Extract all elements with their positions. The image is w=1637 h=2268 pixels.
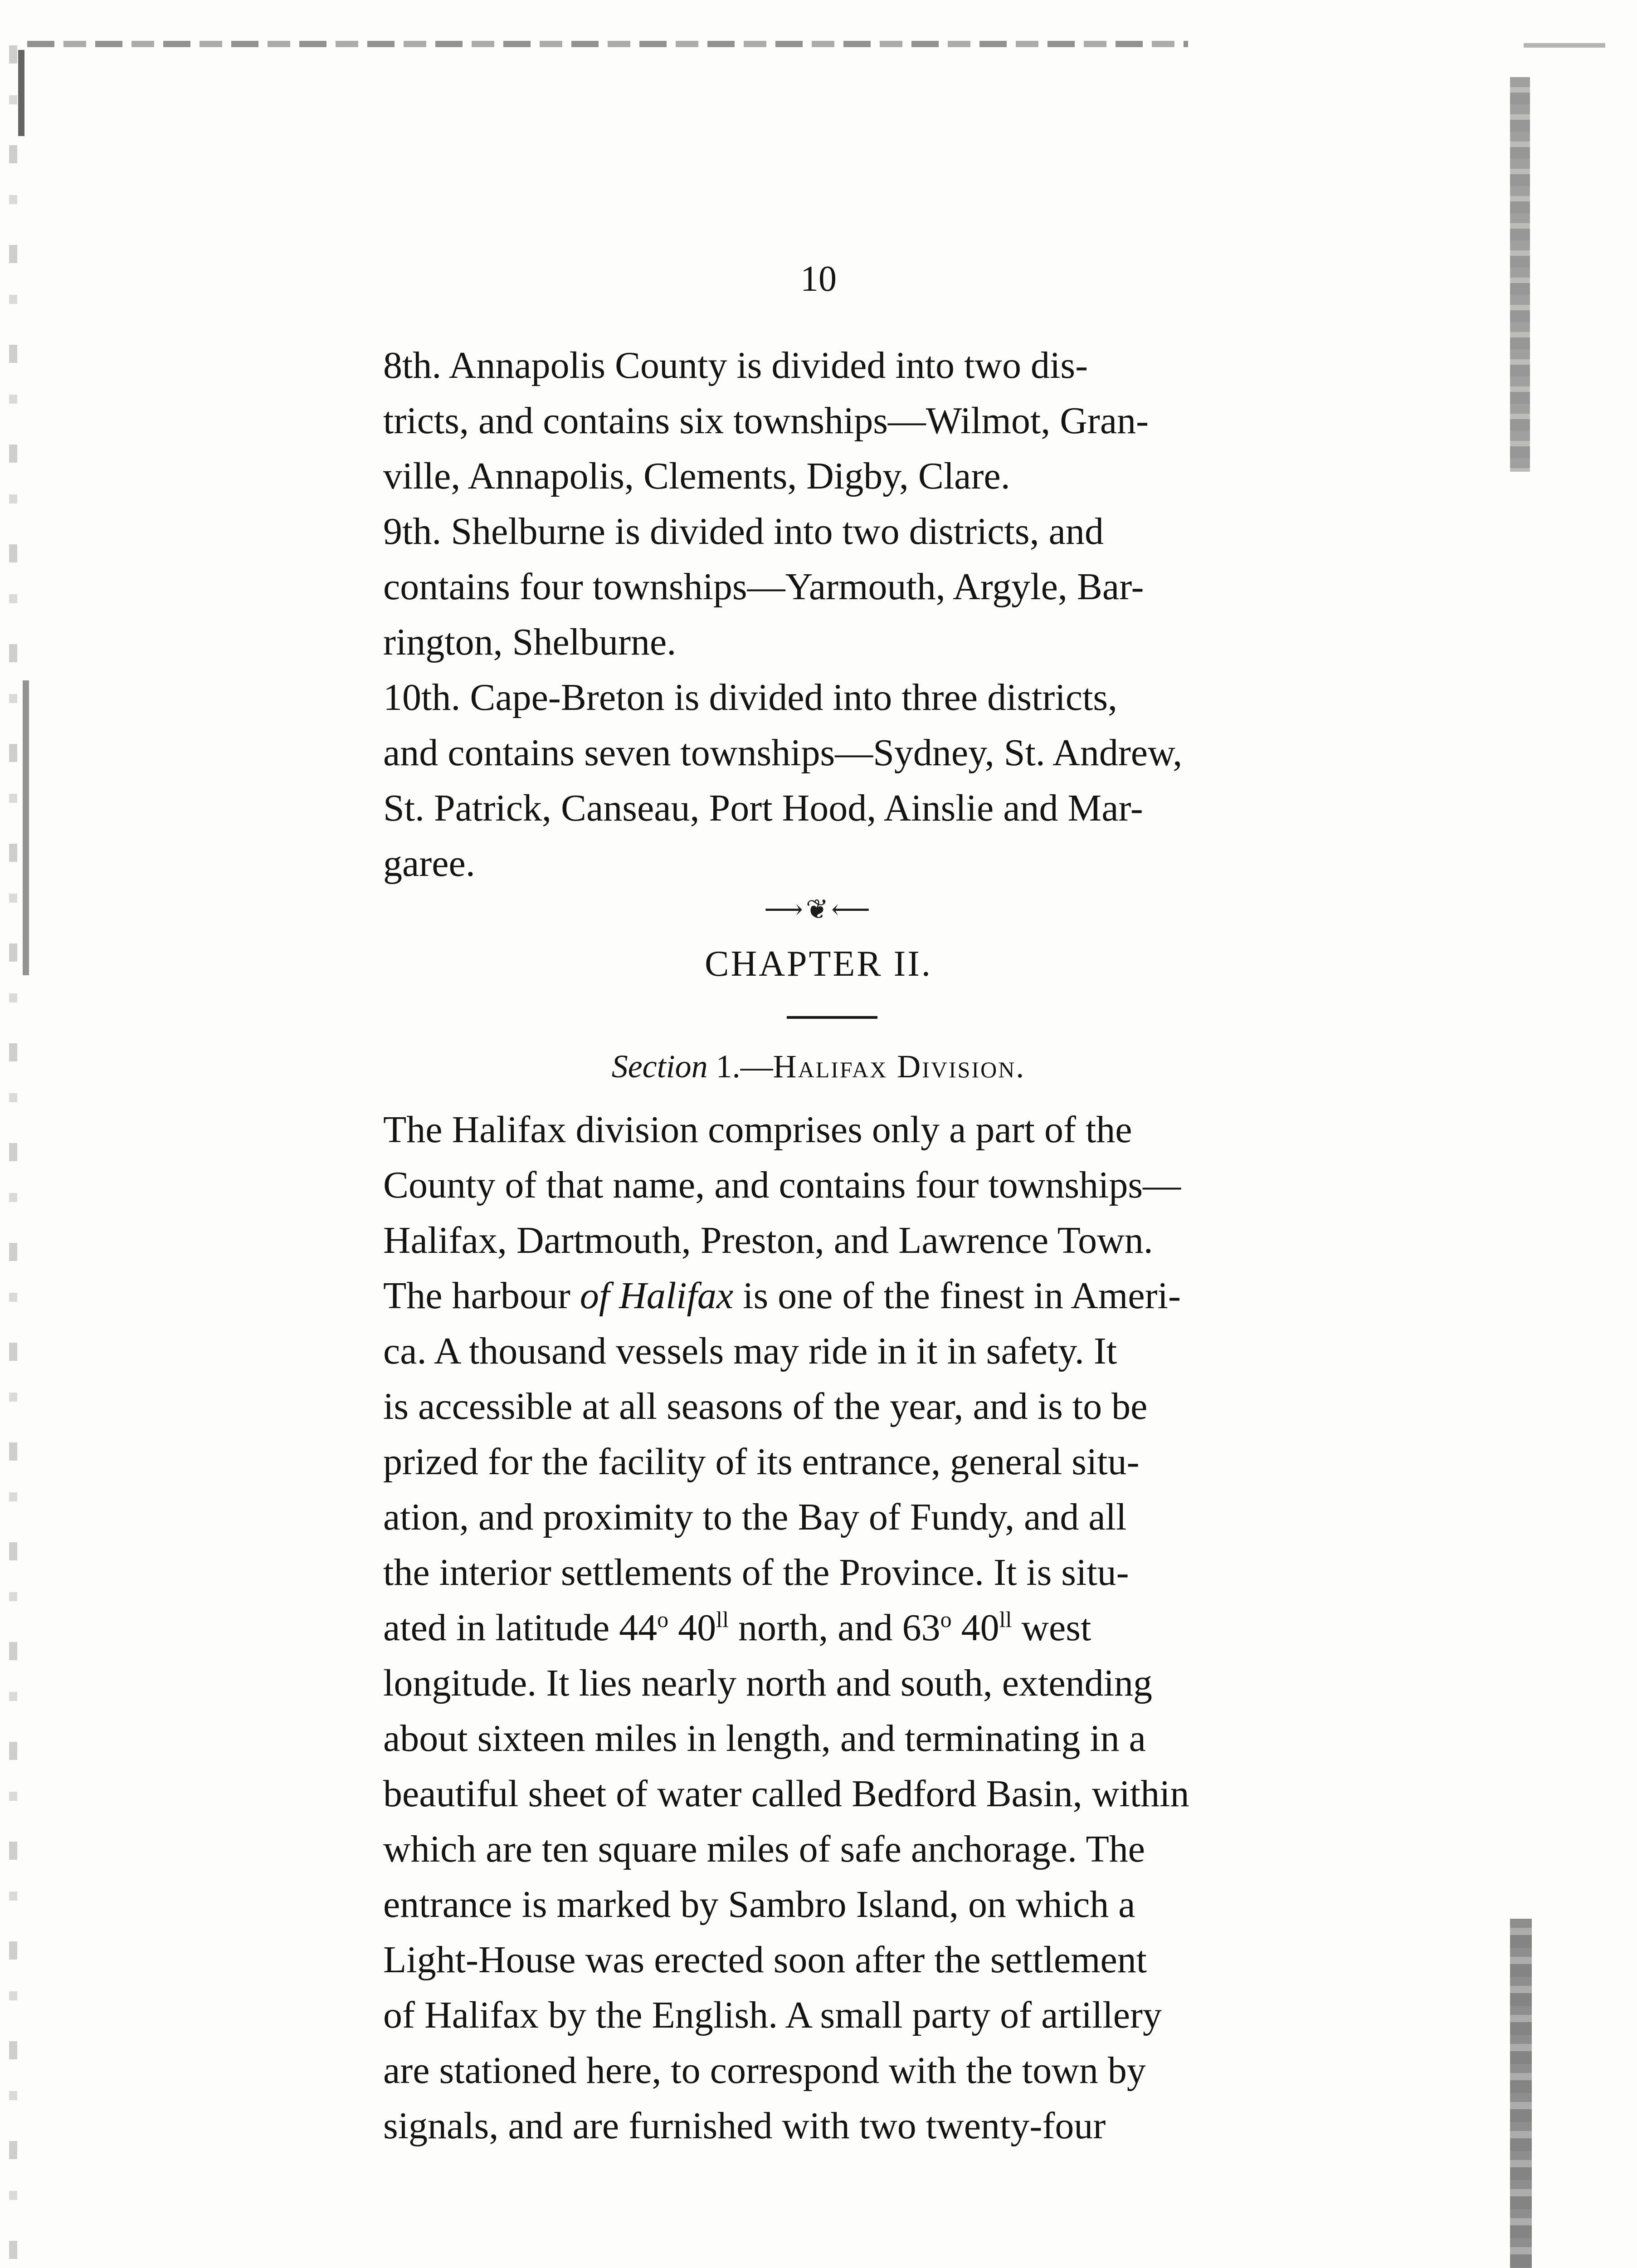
body-line: longitude. It lies nearly north and south, extending	[383, 1662, 1152, 1704]
section-number: 1.—	[716, 1048, 773, 1085]
page-number: 10	[800, 259, 837, 299]
district-line: tricts, and contains six townships—Wilmot, Gran-	[383, 400, 1149, 442]
chapter-rule	[787, 1016, 877, 1019]
body-line	[383, 1268, 1301, 1324]
section-title: Halifax Division.	[773, 1048, 1026, 1085]
body-line: The Halifax division comprises only a part of the	[383, 1109, 1132, 1151]
body-line: the interior settlements of the Province. It is situ-	[383, 1551, 1129, 1593]
district-line: St. Patrick, Canseau, Port Hood, Ainslie and Mar-	[383, 787, 1143, 829]
district-list	[383, 338, 1301, 891]
body-line: ation, and proximity to the Bay of Fundy, and all	[383, 1496, 1127, 1538]
ornament-divider: ⟶❦⟵	[764, 894, 873, 924]
degree-mark: o	[657, 1607, 669, 1632]
scan-edge-top-right	[1524, 43, 1605, 48]
body-line: Light-House was erected soon after the settlement	[383, 1939, 1147, 1981]
body-text: is one of the finest in Ameri-	[733, 1275, 1181, 1317]
district-line: rington, Shelburne.	[383, 621, 677, 663]
district-line: ville, Annapolis, Clements, Digby, Clare.	[383, 455, 1010, 497]
body-line: are stationed here, to correspond with the town by	[383, 2049, 1146, 2092]
section-heading	[0, 1050, 1637, 1083]
body-line: entrance is marked by Sambro Island, on which a	[383, 1883, 1135, 1926]
district-line: and contains seven townships—Sydney, St. Andrew,	[383, 732, 1183, 774]
body-text: 40	[668, 1607, 716, 1649]
district-line: contains four townships—Yarmouth, Argyle, Bar-	[383, 566, 1144, 608]
section-label: Section	[611, 1048, 708, 1085]
body-text: The harbour	[383, 1275, 580, 1317]
scan-edge-top	[27, 41, 1188, 47]
body-text: north, and 63	[728, 1607, 940, 1649]
body-line: County of that name, and contains four townships—	[383, 1164, 1181, 1206]
chapter-heading: CHAPTER II.	[705, 944, 932, 984]
section-body	[383, 1102, 1301, 2154]
body-line: beautiful sheet of water called Bedford Basin, within	[383, 1773, 1189, 1815]
district-line: garee.	[383, 842, 475, 885]
body-line: is accessible at all seasons of the year, and is to be	[383, 1385, 1148, 1427]
scan-edge-left-mark	[18, 50, 24, 136]
body-italic: of Halifax	[580, 1275, 734, 1317]
scan-edge-left	[9, 45, 17, 2268]
minute-mark: ll	[716, 1607, 729, 1632]
body-line: prized for the facility of its entrance, general situ-	[383, 1441, 1140, 1483]
body-text: 40	[951, 1607, 999, 1649]
degree-mark: o	[940, 1607, 952, 1632]
body-line: of Halifax by the English. A small party of artillery	[383, 1994, 1162, 2036]
body-line: signals, and are furnished with two twenty-four	[383, 2105, 1106, 2147]
body-text: west	[1012, 1607, 1091, 1649]
scan-edge-left-bar	[23, 680, 29, 975]
body-line: which are ten square miles of safe anchorage. The	[383, 1828, 1145, 1870]
body-line: about sixteen miles in length, and terminating in a	[383, 1717, 1146, 1760]
body-line	[383, 1600, 1301, 1656]
body-line: ca. A thousand vessels may ride in it in safety. It	[383, 1330, 1117, 1372]
scan-edge-right-bottom	[1510, 1919, 1532, 2268]
body-text: ated in latitude 44	[383, 1607, 658, 1649]
minute-mark: ll	[999, 1607, 1012, 1632]
district-line: 9th. Shelburne is divided into two districts, and	[383, 510, 1104, 552]
district-line: 10th. Cape-Breton is divided into three districts,	[383, 676, 1118, 719]
district-line: 8th. Annapolis County is divided into two dis-	[383, 344, 1088, 386]
body-line: Halifax, Dartmouth, Preston, and Lawrence Town.	[383, 1219, 1153, 1261]
